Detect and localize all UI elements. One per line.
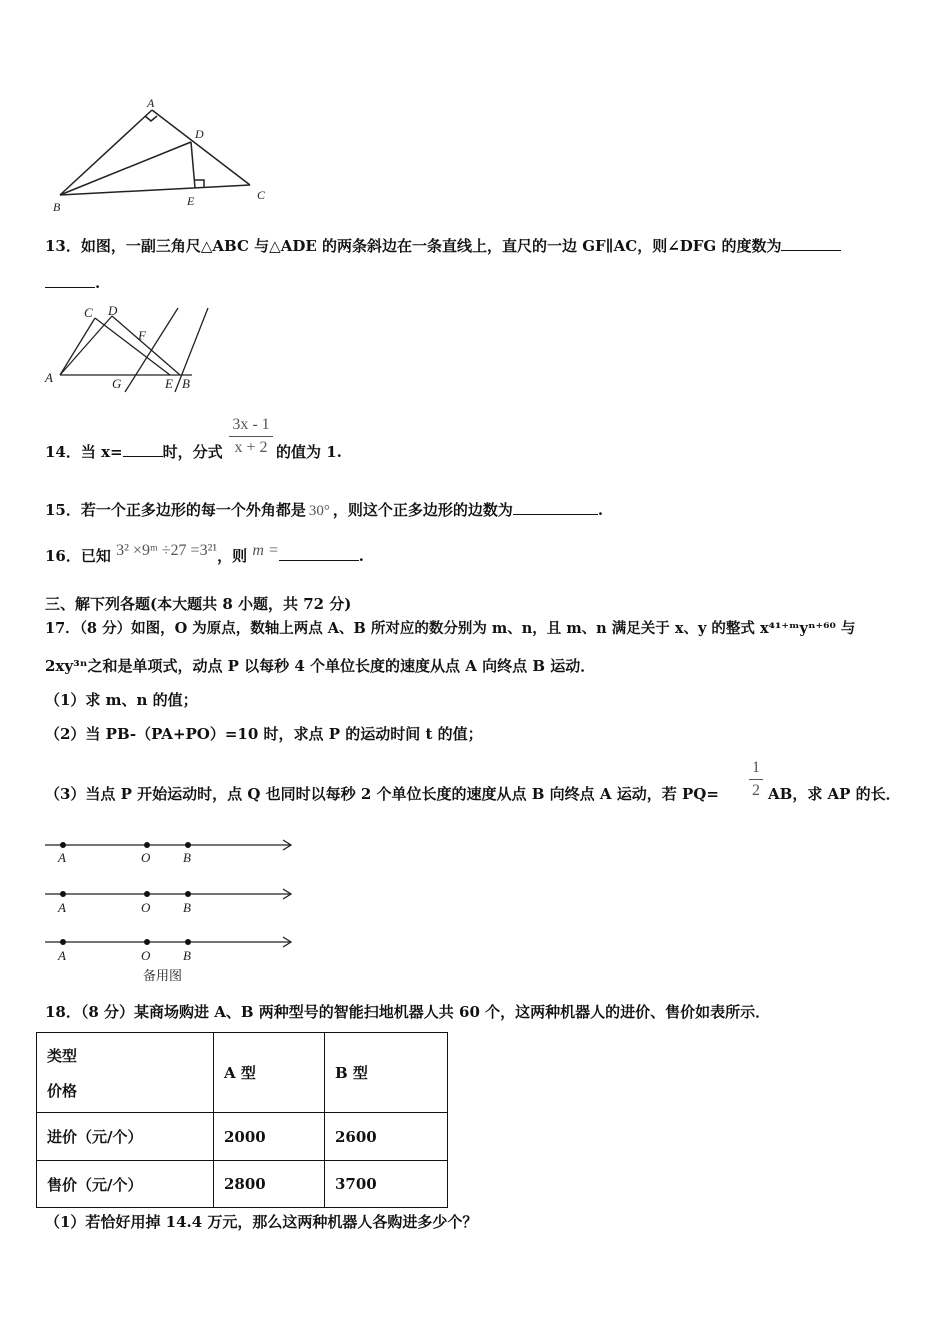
row-label: 售价（元/个） <box>37 1161 214 1208</box>
q13-label-A: A <box>45 370 53 385</box>
q17-line2: 2xy³ⁿ之和是单项式，动点 P 以每秒 4 个单位长度的速度从点 A 向终点 B 运动． <box>45 657 596 675</box>
q17-sub3-post-line <box>768 784 901 804</box>
q18-line <box>45 1002 770 1022</box>
q14-frac-den: x + 2 <box>234 439 268 456</box>
q14-end: . <box>336 443 342 461</box>
q14-line <box>45 442 223 462</box>
table-corner-cell <box>37 1033 214 1113</box>
nl1-label-B: B <box>183 850 191 865</box>
corner-type-label: 类型 <box>47 1046 78 1065</box>
q16-expression: 3² ×9ᵐ ÷27 =3²¹ <box>116 542 218 559</box>
q13-text: 如图，一副三角尺△ABC 与△ADE 的两条斜边在一条直线上，直尺的一边 GF∥AC，则∠DFG 的度数为 <box>80 237 782 255</box>
table-row <box>37 1161 448 1208</box>
nl3-label-O: O <box>141 948 151 963</box>
nl3-label-B: B <box>183 948 191 963</box>
q14-pre: 当 x= <box>80 443 123 461</box>
q17-line1-text: （8 分）如图，O 为原点，数轴上两点 A、B 所对应的数分别为 m、n，且 m、n 满足关于 x、y 的整式 x⁴¹⁺ᵐyⁿ⁺⁶⁰ 与 <box>79 620 856 637</box>
q15-blank[interactable] <box>513 500 598 515</box>
q13-line <box>45 236 841 256</box>
table-row <box>37 1113 448 1161</box>
q16-line <box>45 542 365 567</box>
q17-frac-den: 2 <box>752 782 760 799</box>
q13-end: . <box>95 274 101 292</box>
q16-pre: 已知 <box>80 547 111 565</box>
nl2-label-B: B <box>183 900 191 915</box>
q13-figure <box>40 300 220 395</box>
q17-number: 17． <box>45 620 80 637</box>
q15-angle: 30° <box>308 503 330 519</box>
q15-line <box>45 500 603 521</box>
q14-post: 的值为 1 <box>276 443 337 461</box>
nl1-label-O: O <box>141 850 151 865</box>
q17-line1 <box>45 619 855 639</box>
q13-label-F: F <box>138 328 146 343</box>
col-a-header: A 型 <box>214 1033 325 1113</box>
q16-mid: ，则 <box>217 547 248 565</box>
q15-number: 15． <box>45 501 81 519</box>
q14-number: 14． <box>45 443 81 461</box>
q13-blank-2[interactable] <box>45 273 95 288</box>
q13-line2 <box>45 273 100 293</box>
label-D: D <box>195 127 204 141</box>
q17-sub3 <box>45 784 719 804</box>
triangle-figure <box>45 95 285 220</box>
q14-mid: 时，分式 <box>162 443 223 461</box>
q13-label-E: E <box>165 376 173 391</box>
q16-end: . <box>358 547 365 565</box>
table-header-row <box>37 1033 448 1113</box>
q13-label-C: C <box>84 305 93 320</box>
label-B: B <box>53 200 61 214</box>
number-lines-figure <box>40 832 300 987</box>
q13-label-G: G <box>112 376 122 391</box>
q14-fraction <box>229 414 273 459</box>
label-A: A <box>147 96 155 110</box>
q17-sub2: （2）当 PB-（PA+PO）=10 时，求点 P 的运动时间 t 的值； <box>45 725 483 743</box>
row-b-value: 3700 <box>325 1161 448 1208</box>
nl2-label-A: A <box>58 900 66 915</box>
q18-text: （8 分）某商场购进 A、B 两种型号的智能扫地机器人共 60 个，这两种机器人的进价、售价如表所示． <box>80 1003 771 1021</box>
q17-sub3-fraction <box>749 757 763 802</box>
q17-sub3-post: AB，求 AP 的长． <box>768 785 901 803</box>
q15-end: . <box>597 501 604 519</box>
corner-price-label: 价格 <box>47 1081 78 1100</box>
row-b-value: 2600 <box>325 1113 448 1161</box>
q17-sub1: （1）求 m、n 的值； <box>45 691 198 709</box>
q15-post: ，则这个正多边形的边数为 <box>332 501 513 519</box>
q13-label-B: B <box>182 376 190 391</box>
label-C: C <box>257 188 266 202</box>
nl2-label-O: O <box>141 900 151 915</box>
q18-number: 18． <box>45 1003 81 1021</box>
nl3-label-A: A <box>58 948 66 963</box>
q16-number: 16． <box>45 547 81 565</box>
q13-blank[interactable] <box>781 236 841 251</box>
col-b-header: B 型 <box>325 1033 448 1113</box>
label-E: E <box>187 194 195 208</box>
q13-label-D: D <box>108 303 118 318</box>
q14-frac-num: 3x - 1 <box>229 414 273 437</box>
q16-blank[interactable] <box>279 546 359 561</box>
q15-pre: 若一个正多边形的每一个外角都是 <box>80 501 306 519</box>
q16-variable: m = <box>252 542 279 559</box>
q18-sub1: （1）若恰好用掉 14.4 万元，那么这两种机器人各购进多少个？ <box>45 1213 478 1231</box>
q17-frac-num: 1 <box>749 757 763 780</box>
row-label: 进价（元/个） <box>37 1113 214 1161</box>
q17-sub3-pre: （3）当点 P 开始运动时，点 Q 也同时以每秒 2 个单位长度的速度从点 B 向终点 A 运动，若 PQ= <box>45 785 719 803</box>
q13-number: 13． <box>45 237 81 255</box>
row-a-value: 2800 <box>214 1161 325 1208</box>
q14-blank[interactable] <box>123 442 163 457</box>
section3-title: 三、解下列各题(本大题共 8 小题，共 72 分) <box>45 595 352 613</box>
nl1-label-A: A <box>58 850 66 865</box>
q14-line-post <box>276 442 342 462</box>
price-table <box>36 1032 448 1208</box>
row-a-value: 2000 <box>214 1113 325 1161</box>
spare-figure-caption: 备用图 <box>143 969 183 984</box>
